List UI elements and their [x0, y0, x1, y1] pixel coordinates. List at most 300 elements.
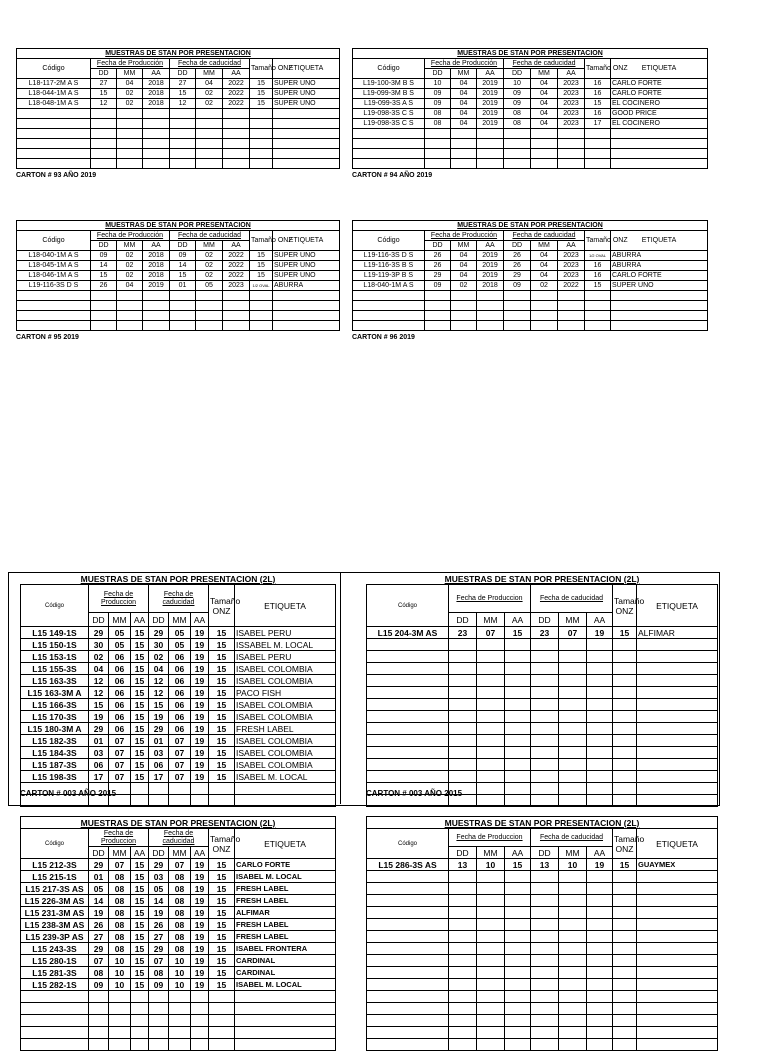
prod-mm-cell: 10 [109, 979, 131, 991]
cad-dd-cell: 03 [149, 747, 169, 759]
samples-table [366, 573, 718, 807]
empty-row [21, 1039, 336, 1051]
empty-cell [559, 795, 587, 807]
empty-cell [449, 871, 477, 883]
tamano-cell: 15 [250, 79, 273, 89]
cad-aa-cell: 19 [191, 771, 209, 783]
samples-table [352, 220, 708, 331]
cad-aa-cell: 19 [587, 627, 613, 639]
cad-aa-cell: 19 [191, 675, 209, 687]
cad-mm-cell: 10 [559, 859, 587, 871]
empty-cell [587, 711, 613, 723]
empty-cell [477, 1039, 505, 1051]
prod-mm-cell: 02 [117, 261, 143, 271]
empty-cell [587, 639, 613, 651]
etiqueta-cell: ISABEL COLOMBIA [235, 711, 336, 723]
empty-cell [587, 907, 613, 919]
empty-cell [587, 991, 613, 1003]
cad-dd-cell: 19 [149, 711, 169, 723]
empty-cell [273, 139, 340, 149]
table-title: MUESTRAS DE STAN POR PRESENTACION (2L) [367, 573, 718, 585]
cad-dd-cell: 01 [170, 281, 196, 291]
empty-cell [17, 311, 91, 321]
empty-cell [505, 919, 531, 931]
empty-cell [250, 109, 273, 119]
empty-cell [505, 675, 531, 687]
empty-row [17, 149, 340, 159]
prod-dd-cell: 29 [89, 723, 109, 735]
table-row [17, 251, 340, 261]
prod-mm-cell: 06 [109, 651, 131, 663]
empty-cell [531, 311, 558, 321]
empty-cell [131, 991, 149, 1003]
empty-cell [89, 991, 109, 1003]
prod-mm-cell: 04 [451, 109, 477, 119]
empty-cell [558, 301, 585, 311]
empty-cell [531, 301, 558, 311]
empty-row [21, 1003, 336, 1015]
empty-cell [425, 139, 451, 149]
empty-row [353, 291, 708, 301]
empty-cell [559, 871, 587, 883]
dd-header: DD [425, 241, 451, 251]
table-row [21, 859, 336, 871]
codigo-cell: L18-040-1M A S [17, 251, 91, 261]
tamano-cell: 15 [250, 89, 273, 99]
empty-cell [131, 1039, 149, 1051]
cad-mm-cell: 06 [169, 711, 191, 723]
empty-cell [505, 747, 531, 759]
tamano-cell: 15 [250, 261, 273, 271]
prod-dd-cell: 09 [89, 979, 109, 991]
empty-cell [477, 795, 505, 807]
dd-header: DD [149, 613, 169, 627]
empty-cell [367, 723, 449, 735]
tamano-cell: 16 [585, 109, 611, 119]
table-row [21, 943, 336, 955]
empty-cell [191, 783, 209, 795]
empty-row [17, 119, 340, 129]
cad-aa-cell: 19 [191, 735, 209, 747]
codigo-cell: L15 184-3S [21, 747, 89, 759]
prod-aa-cell: 2019 [477, 89, 504, 99]
empty-cell [531, 1039, 559, 1051]
empty-cell [477, 907, 505, 919]
tamano-cell: 15 [209, 747, 235, 759]
empty-row [367, 699, 718, 711]
etiqueta-cell: GUAYMEX [637, 859, 718, 871]
prod-dd-cell: 10 [425, 79, 451, 89]
empty-cell [109, 1027, 131, 1039]
empty-cell [21, 1003, 89, 1015]
cad-dd-cell: 29 [149, 627, 169, 639]
codigo-cell: L15 243-3S [21, 943, 89, 955]
cad-mm-cell: 02 [531, 281, 558, 291]
etiqueta-cell: ISABEL COLOMBIA [235, 759, 336, 771]
empty-cell [367, 907, 449, 919]
etiqueta-cell: FRESH LABEL [235, 723, 336, 735]
prod-mm-cell: 04 [117, 79, 143, 89]
empty-row [17, 291, 340, 301]
cad-mm-cell: 04 [531, 261, 558, 271]
empty-cell [611, 321, 708, 331]
empty-row [17, 139, 340, 149]
cad-aa-cell: 19 [191, 663, 209, 675]
empty-cell [637, 747, 718, 759]
empty-cell [611, 159, 708, 169]
prod-aa-cell: 15 [131, 859, 149, 871]
empty-cell [169, 783, 191, 795]
codigo-header: Código [367, 829, 449, 859]
prod-aa-cell: 15 [131, 639, 149, 651]
empty-cell [223, 301, 250, 311]
prod-dd-cell: 09 [425, 89, 451, 99]
prod-mm-cell: 04 [451, 261, 477, 271]
empty-row [17, 311, 340, 321]
empty-cell [223, 159, 250, 169]
cad-dd-cell: 29 [149, 723, 169, 735]
codigo-header: Código [353, 231, 425, 251]
samples-table [16, 220, 340, 331]
empty-row [21, 1027, 336, 1039]
prod-dd-cell: 29 [89, 859, 109, 871]
table-row [21, 663, 336, 675]
prod-aa-cell: 15 [131, 663, 149, 675]
empty-cell [89, 1015, 109, 1027]
empty-cell [477, 139, 504, 149]
cad-dd-cell: 14 [149, 895, 169, 907]
table-row [353, 109, 708, 119]
tamano-cell: 15 [209, 675, 235, 687]
codigo-cell: L15 212-3S [21, 859, 89, 871]
empty-cell [559, 771, 587, 783]
etiqueta-cell: CARDINAL [235, 967, 336, 979]
etiqueta-cell: FRESH LABEL [235, 931, 336, 943]
codigo-header: Código [353, 59, 425, 79]
empty-cell [250, 301, 273, 311]
cad-aa-cell: 2022 [223, 271, 250, 281]
cad-mm-cell: 08 [169, 943, 191, 955]
empty-cell [143, 159, 170, 169]
cad-dd-cell: 03 [149, 871, 169, 883]
empty-cell [191, 991, 209, 1003]
empty-cell [559, 943, 587, 955]
tamano-cell: 16 [585, 271, 611, 281]
empty-cell [531, 291, 558, 301]
empty-cell [223, 139, 250, 149]
empty-cell [367, 663, 449, 675]
empty-cell [449, 675, 477, 687]
empty-cell [505, 735, 531, 747]
codigo-cell: L15 280-1S [21, 955, 89, 967]
empty-row [367, 687, 718, 699]
prod-dd-cell: 06 [89, 759, 109, 771]
empty-cell [169, 1015, 191, 1027]
tamano-cell: 15 [250, 271, 273, 281]
etiqueta-cell: SUPER UNO [273, 99, 340, 109]
empty-cell [449, 1027, 477, 1039]
empty-cell [531, 931, 559, 943]
table-row [353, 261, 708, 271]
empty-cell [637, 931, 718, 943]
empty-cell [637, 711, 718, 723]
empty-cell [531, 919, 559, 931]
cad-dd-cell: 12 [149, 687, 169, 699]
cad-mm-cell: 10 [169, 979, 191, 991]
prod-dd-cell: 04 [89, 663, 109, 675]
empty-cell [613, 723, 637, 735]
empty-cell [449, 1003, 477, 1015]
table-title: MUESTRAS DE STAN POR PRESENTACION (2L) [21, 573, 336, 585]
tamano-cell: 15 [613, 627, 637, 639]
empty-cell [149, 795, 169, 807]
aa-header: AA [505, 613, 531, 627]
codigo-cell: L15 286-3S AS [367, 859, 449, 871]
empty-cell [367, 1015, 449, 1027]
cad-aa-cell: 19 [191, 871, 209, 883]
empty-cell [587, 759, 613, 771]
table-row [21, 651, 336, 663]
cad-mm-cell: 06 [169, 699, 191, 711]
tamano-cell: 15 [250, 251, 273, 261]
empty-cell [17, 159, 91, 169]
dd-header: DD [91, 69, 117, 79]
empty-cell [449, 991, 477, 1003]
cad-mm-cell: 06 [169, 663, 191, 675]
cad-mm-cell: 04 [531, 109, 558, 119]
prod-dd-cell: 12 [89, 675, 109, 687]
cad-dd-cell: 26 [149, 919, 169, 931]
prod-aa-cell: 15 [131, 759, 149, 771]
cad-aa-cell: 2022 [223, 89, 250, 99]
empty-cell [477, 735, 505, 747]
empty-cell [449, 639, 477, 651]
empty-cell [531, 1027, 559, 1039]
tamano-header: Tamaño ONZ [209, 585, 235, 627]
empty-cell [91, 129, 117, 139]
empty-cell [223, 291, 250, 301]
prod-aa-cell: 2018 [143, 79, 170, 89]
empty-cell [611, 139, 708, 149]
prod-mm-cell: 06 [109, 687, 131, 699]
prod-dd-cell: 09 [425, 281, 451, 291]
codigo-cell: L18-117-2M A S [17, 79, 91, 89]
aa-header: AA [191, 613, 209, 627]
cad-dd-cell: 26 [504, 251, 531, 261]
empty-cell [449, 883, 477, 895]
empty-cell [558, 321, 585, 331]
etiqueta-cell: ISABEL M. LOCAL [235, 979, 336, 991]
empty-cell [504, 311, 531, 321]
dd-header: DD [89, 613, 109, 627]
empty-cell [505, 771, 531, 783]
cad-mm-cell: 08 [169, 895, 191, 907]
prod-dd-cell: 27 [89, 931, 109, 943]
cad-aa-cell: 19 [191, 919, 209, 931]
empty-cell [504, 159, 531, 169]
aa-header: AA [143, 69, 170, 79]
empty-cell [477, 639, 505, 651]
empty-cell [170, 139, 196, 149]
empty-cell [477, 931, 505, 943]
codigo-header: Código [17, 231, 91, 251]
codigo-cell: L15 187-3S [21, 759, 89, 771]
cad-aa-cell: 19 [191, 895, 209, 907]
prod-aa-cell: 2018 [143, 99, 170, 109]
empty-cell [91, 291, 117, 301]
codigo-cell: L15 226-3M AS [21, 895, 89, 907]
samples-table [16, 48, 340, 169]
empty-cell [109, 991, 131, 1003]
empty-row [367, 639, 718, 651]
empty-cell [196, 301, 223, 311]
tamano-cell: 15 [585, 99, 611, 109]
empty-cell [109, 1039, 131, 1051]
prod-aa-cell: 2019 [477, 271, 504, 281]
empty-cell [531, 321, 558, 331]
empty-row [367, 955, 718, 967]
empty-cell [21, 1015, 89, 1027]
empty-cell [477, 149, 504, 159]
table-row [17, 281, 340, 291]
table-row [367, 627, 718, 639]
etiqueta-cell: ISABEL PERU [235, 651, 336, 663]
prod-aa-cell: 2019 [477, 109, 504, 119]
empty-cell [196, 109, 223, 119]
tamano-cell: 16 [585, 89, 611, 99]
empty-cell [531, 129, 558, 139]
prod-dd-cell: 13 [449, 859, 477, 871]
empty-cell [559, 895, 587, 907]
tamano-header: Tamaño ONZ [585, 59, 611, 79]
empty-cell [637, 675, 718, 687]
prod-aa-cell: 15 [131, 931, 149, 943]
dd-header: DD [504, 241, 531, 251]
empty-cell [353, 301, 425, 311]
empty-cell [531, 955, 559, 967]
empty-cell [191, 1027, 209, 1039]
empty-cell [531, 871, 559, 883]
mm-header: MM [559, 613, 587, 627]
prod-aa-cell: 2019 [477, 119, 504, 129]
empty-cell [367, 687, 449, 699]
empty-cell [531, 139, 558, 149]
empty-cell [504, 129, 531, 139]
empty-cell [170, 311, 196, 321]
empty-cell [477, 991, 505, 1003]
prod-aa-cell: 15 [131, 871, 149, 883]
prod-dd-cell: 27 [91, 79, 117, 89]
carton-004-right-panel [366, 816, 718, 1051]
empty-cell [477, 291, 504, 301]
prod-dd-cell: 12 [89, 687, 109, 699]
cad-dd-cell: 13 [531, 859, 559, 871]
carton-004-left-panel [20, 816, 336, 1051]
cad-mm-cell: 04 [531, 89, 558, 99]
empty-cell [637, 1039, 718, 1051]
etiqueta-cell: CARLO FORTE [611, 271, 708, 281]
empty-cell [451, 301, 477, 311]
tamano-cell: 15 [250, 99, 273, 109]
empty-cell [558, 311, 585, 321]
tamano-cell: 15 [209, 627, 235, 639]
empty-cell [559, 919, 587, 931]
empty-row [353, 149, 708, 159]
empty-cell [250, 321, 273, 331]
empty-cell [209, 795, 235, 807]
carton-003-right-panel [366, 573, 718, 807]
empty-cell [425, 129, 451, 139]
prod-mm-cell: 10 [109, 967, 131, 979]
etiqueta-header: ETIQUETA [611, 231, 708, 251]
empty-cell [587, 1015, 613, 1027]
cad-aa-cell: 2022 [223, 251, 250, 261]
empty-cell [353, 311, 425, 321]
cad-dd-cell: 27 [149, 931, 169, 943]
empty-cell [235, 991, 336, 1003]
dd-header: DD [89, 847, 109, 859]
empty-cell [613, 895, 637, 907]
etiqueta-cell: CARLO FORTE [611, 89, 708, 99]
prod-aa-cell: 15 [131, 771, 149, 783]
empty-cell [367, 955, 449, 967]
empty-cell [425, 321, 451, 331]
prod-dd-cell: 15 [89, 699, 109, 711]
etiqueta-cell: SUPER UNO [273, 89, 340, 99]
empty-cell [477, 883, 505, 895]
prod-mm-cell: 10 [109, 955, 131, 967]
empty-row [367, 967, 718, 979]
prod-aa-cell: 15 [131, 955, 149, 967]
empty-cell [169, 991, 191, 1003]
empty-cell [131, 1027, 149, 1039]
empty-cell [531, 943, 559, 955]
empty-cell [21, 1027, 89, 1039]
empty-cell [504, 149, 531, 159]
cad-aa-cell: 2022 [223, 79, 250, 89]
empty-cell [505, 687, 531, 699]
cad-aa-cell: 19 [191, 883, 209, 895]
cad-mm-cell: 02 [196, 261, 223, 271]
table-title: MUESTRAS DE STAN POR PRESENTACION (2L) [367, 817, 718, 829]
empty-cell [505, 979, 531, 991]
mm-header: MM [109, 847, 131, 859]
prod-aa-cell: 15 [131, 747, 149, 759]
prod-mm-cell: 04 [451, 99, 477, 109]
empty-cell [613, 931, 637, 943]
aa-header: AA [131, 847, 149, 859]
fecha-produccion-header: Fecha de Produccion [449, 829, 531, 847]
etiqueta-header: ETIQUETA [235, 829, 336, 859]
cad-dd-cell: 01 [149, 735, 169, 747]
empty-cell [367, 1027, 449, 1039]
empty-cell [149, 1039, 169, 1051]
empty-row [367, 1003, 718, 1015]
empty-cell [353, 149, 425, 159]
empty-cell [613, 907, 637, 919]
empty-cell [559, 699, 587, 711]
empty-cell [505, 1027, 531, 1039]
empty-cell [613, 783, 637, 795]
tamano-cell: 15 [209, 651, 235, 663]
table-row [21, 907, 336, 919]
empty-row [367, 723, 718, 735]
tamano-cell: 15 [613, 859, 637, 871]
etiqueta-cell: ISABEL COLOMBIA [235, 699, 336, 711]
etiqueta-cell: CARDINAL [235, 955, 336, 967]
empty-cell [613, 759, 637, 771]
empty-cell [558, 291, 585, 301]
